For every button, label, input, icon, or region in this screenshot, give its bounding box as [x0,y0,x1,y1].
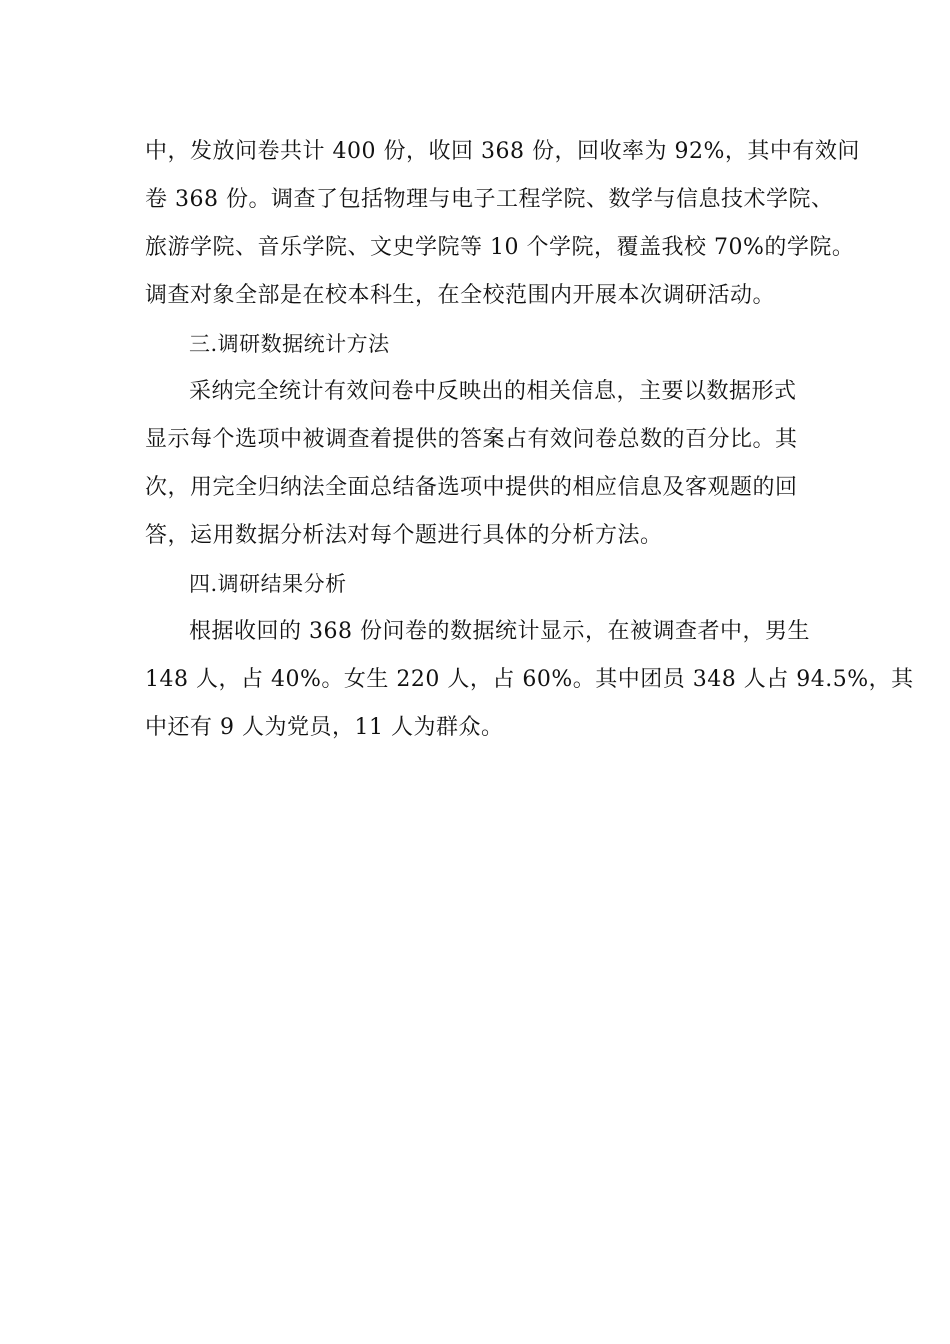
section-heading-statistics-method: 三.调研数据统计方法 [189,332,390,356]
paragraph-line: 次，用完全归纳法全面总结备选项中提供的相应信息及客观题的回 [145,475,798,500]
paragraph-line: 调查对象全部是在校本科生，在全校范围内开展本次调研活动。 [145,283,776,308]
document-body [145,128,914,752]
paragraph-line: 根据收回的 368 份问卷的数据统计显示，在被调查者中，男生 [189,619,810,644]
paragraph-line: 答，运用数据分析法对每个题进行具体的分析方法。 [145,523,663,548]
paragraph-line: 旅游学院、音乐学院、文史学院等 10 个学院，覆盖我校 70%的学院。 [145,235,855,260]
paragraph-line: 中，发放问卷共计 400 份，收回 368 份，回收率为 92%，其中有效问 [145,139,860,164]
paragraph-line: 显示每个选项中被调查着提供的答案占有效问卷总数的百分比。其 [145,427,798,452]
paragraph-line: 卷 368 份。调查了包括物理与电子工程学院、数学与信息技术学院、 [145,187,834,212]
paragraph-statistics-method [145,368,825,560]
paragraph-line: 采纳完全统计有效问卷中反映出的相关信息，主要以数据形式 [189,379,797,404]
paragraph-survey-scope [145,128,860,320]
paragraph-results-analysis [145,608,914,752]
section-heading-results-analysis: 四.调研结果分析 [189,572,347,596]
paragraph-line: 中还有 9 人为党员，11 人为群众。 [145,715,504,740]
paragraph-line: 148 人，占 40%。女生 220 人，占 60%。其中团员 348 人占 94.5%，其 [145,667,914,692]
